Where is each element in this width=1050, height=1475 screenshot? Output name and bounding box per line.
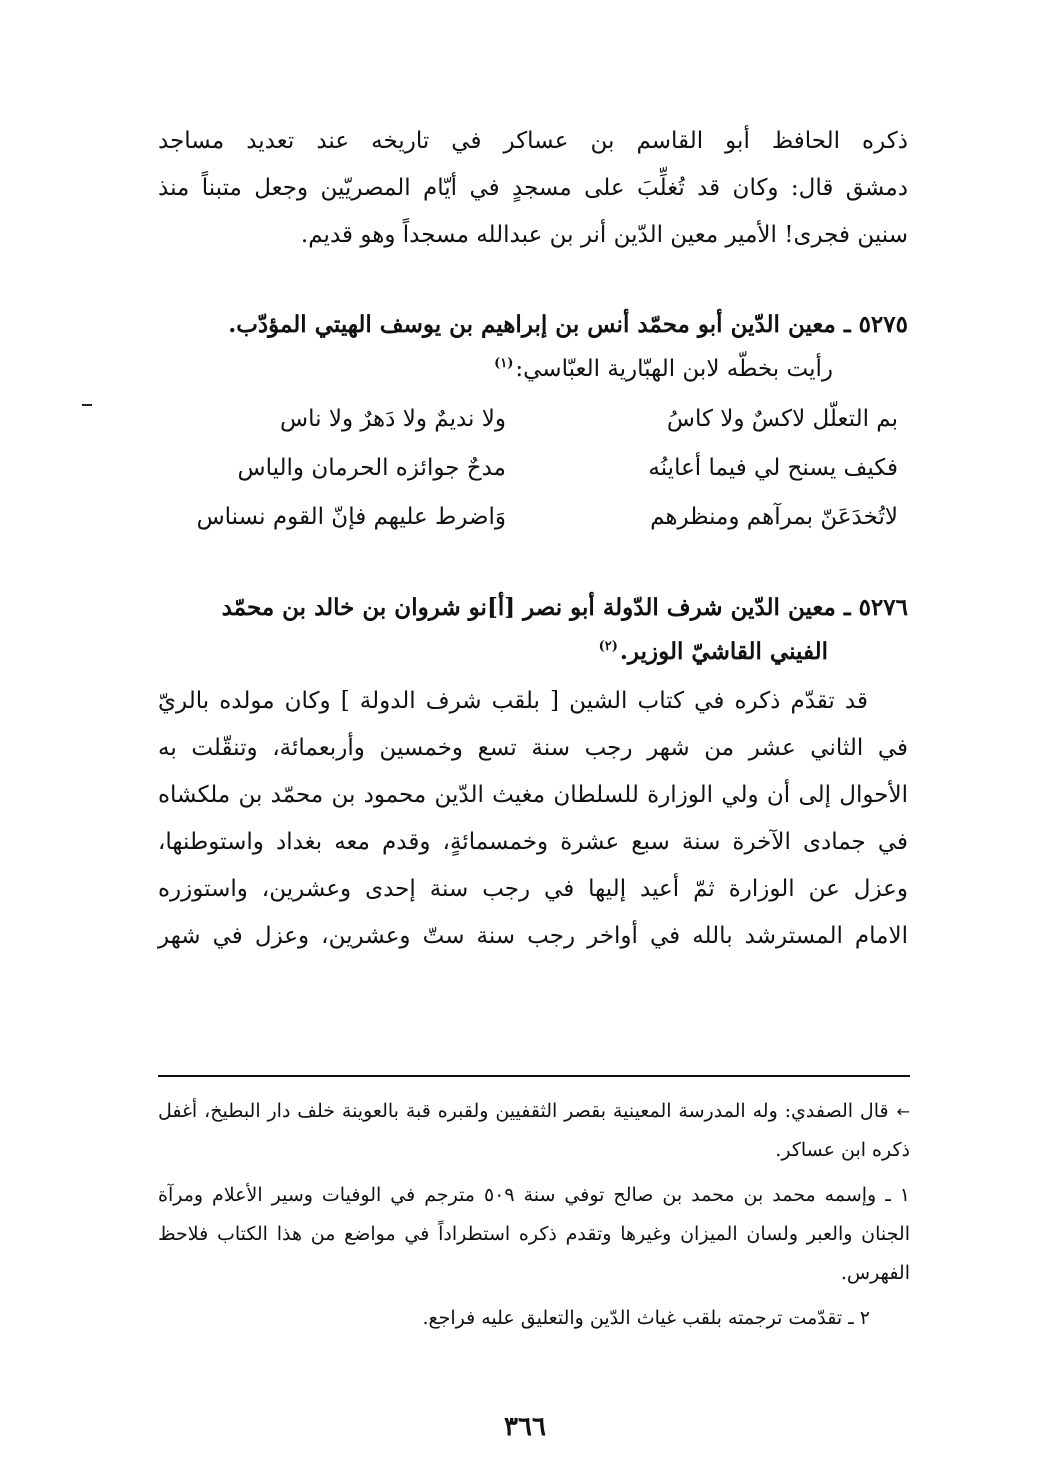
margin-mark (82, 404, 92, 406)
entry-5275-quote-intro (158, 347, 908, 391)
entry-5276-heading-line2: الفيني القاشيّ الوزير. (619, 638, 828, 665)
body-line: الأحوال إلى أن ولي الوزارة للسلطان مغيث الدّين محمود بن محمّد بن ملكشاه (158, 782, 908, 808)
verse-second-hemistich: مدحٌ جوائزه الحرمان والياس (237, 455, 506, 481)
footnote-continued-text: قال الصفدي: وله المدرسة المعينية بقصر الثقفيين ولقبره قبة بالعوينة خلف دار البطيخ، أغفل ذكره ابن عساكر. (158, 1100, 910, 1161)
quote-intro-text: رأيت بخطّه لابن الهبّارية العبّاسي: (515, 356, 833, 382)
entry-5275-heading (158, 303, 908, 347)
footnote-ref-1: (١) (494, 356, 514, 372)
body-line: في الثاني عشر من شهر رجب سنة تسع وخمسين وأربعمائة، وتنقّلت به (158, 735, 908, 761)
intro-line: دمشق قال: وكان قد تُغلِّبَ على مسجدٍ في أيّام المصريّين وجعل متبناً منذ (158, 175, 908, 201)
verse-second-hemistich: ولا نديمٌ ولا دَهرٌ ولا ناس (280, 406, 506, 432)
entry-5276-heading-line2-wrap (158, 630, 908, 674)
entry-5275-heading-text: ٥٢٧٥ ـ معين الدّين أبو محمّد أنس بن إبراهيم بن يوسف الهيتي المؤدّب. (228, 311, 908, 338)
footnote-ref-2: (٢) (598, 639, 618, 655)
intro-paragraph (158, 118, 908, 259)
entry-5276-body (158, 678, 908, 960)
verse-first-hemistich: لاتُخدَعَنّ بمرآهم ومنظرهم (650, 504, 898, 530)
footnote-1: ١ ـ وإسمه محمد بن محمد بن صالح توفي سنة ٥٠٩ مترجم في الوفيات وسير الأعلام ومرآة الجنان والعبر ولسان الميزان وغيرها وتقدم ذكره استطراداً في مواضع من هذا الكتاب فلاحظ الفهرس. (158, 1184, 910, 1284)
page-body (158, 118, 908, 960)
continuation-arrow-icon: ← (896, 1102, 910, 1121)
footnotes (158, 1092, 910, 1344)
body-line: قد تقدّم ذكره في كتاب الشين [ بلقب شرف الدولة ] وكان مولده بالريّ (158, 688, 868, 714)
entry-5276-heading-line1: ٥٢٧٦ ـ معين الدّين شرف الدّولة أبو نصر [أ]نو شروان بن خالد بن محمّد (221, 594, 908, 621)
footnote-continued (158, 1092, 910, 1170)
poem (158, 395, 908, 542)
footnote-2: ٢ ـ تقدّمت ترجمته بلقب غياث الدّين والتعليق عليه فراجع. (422, 1307, 870, 1329)
body-line: في جمادى الآخرة سنة سبع عشرة وخمسمائةٍ، وقدم معه بغداد واستوطنها، (158, 829, 908, 855)
body-line: الامام المسترشد بالله في أواخر رجب سنة ستّ وعشرين، وعزل في شهر (158, 923, 908, 949)
intro-line: ذكره الحافظ أبو القاسم بن عساكر في تاريخه عند تعديد مساجد (158, 128, 908, 154)
entry-5276-heading (158, 586, 908, 674)
body-line: وعزل عن الوزارة ثمّ أعيد إليها في رجب سنة إحدى وعشرين، واستوزره (158, 876, 908, 902)
poem-verse (158, 493, 908, 542)
footnote-divider (158, 1075, 910, 1077)
intro-line: سنين فجرى! الأمير معين الدّين أنر بن عبدالله مسجداً وهو قديم. (300, 222, 908, 248)
poem-verse (158, 395, 908, 444)
verse-second-hemistich: وَاضرط عليهم فإنّ القوم نسناس (196, 504, 506, 530)
poem-verse (158, 444, 908, 493)
verse-first-hemistich: بم التعلّل لاكسٌ ولا كاسُ (666, 406, 898, 432)
verse-first-hemistich: فكيف يسنح لي فيما أعاينُه (648, 455, 898, 481)
page-number: ٣٦٦ (504, 1412, 546, 1442)
